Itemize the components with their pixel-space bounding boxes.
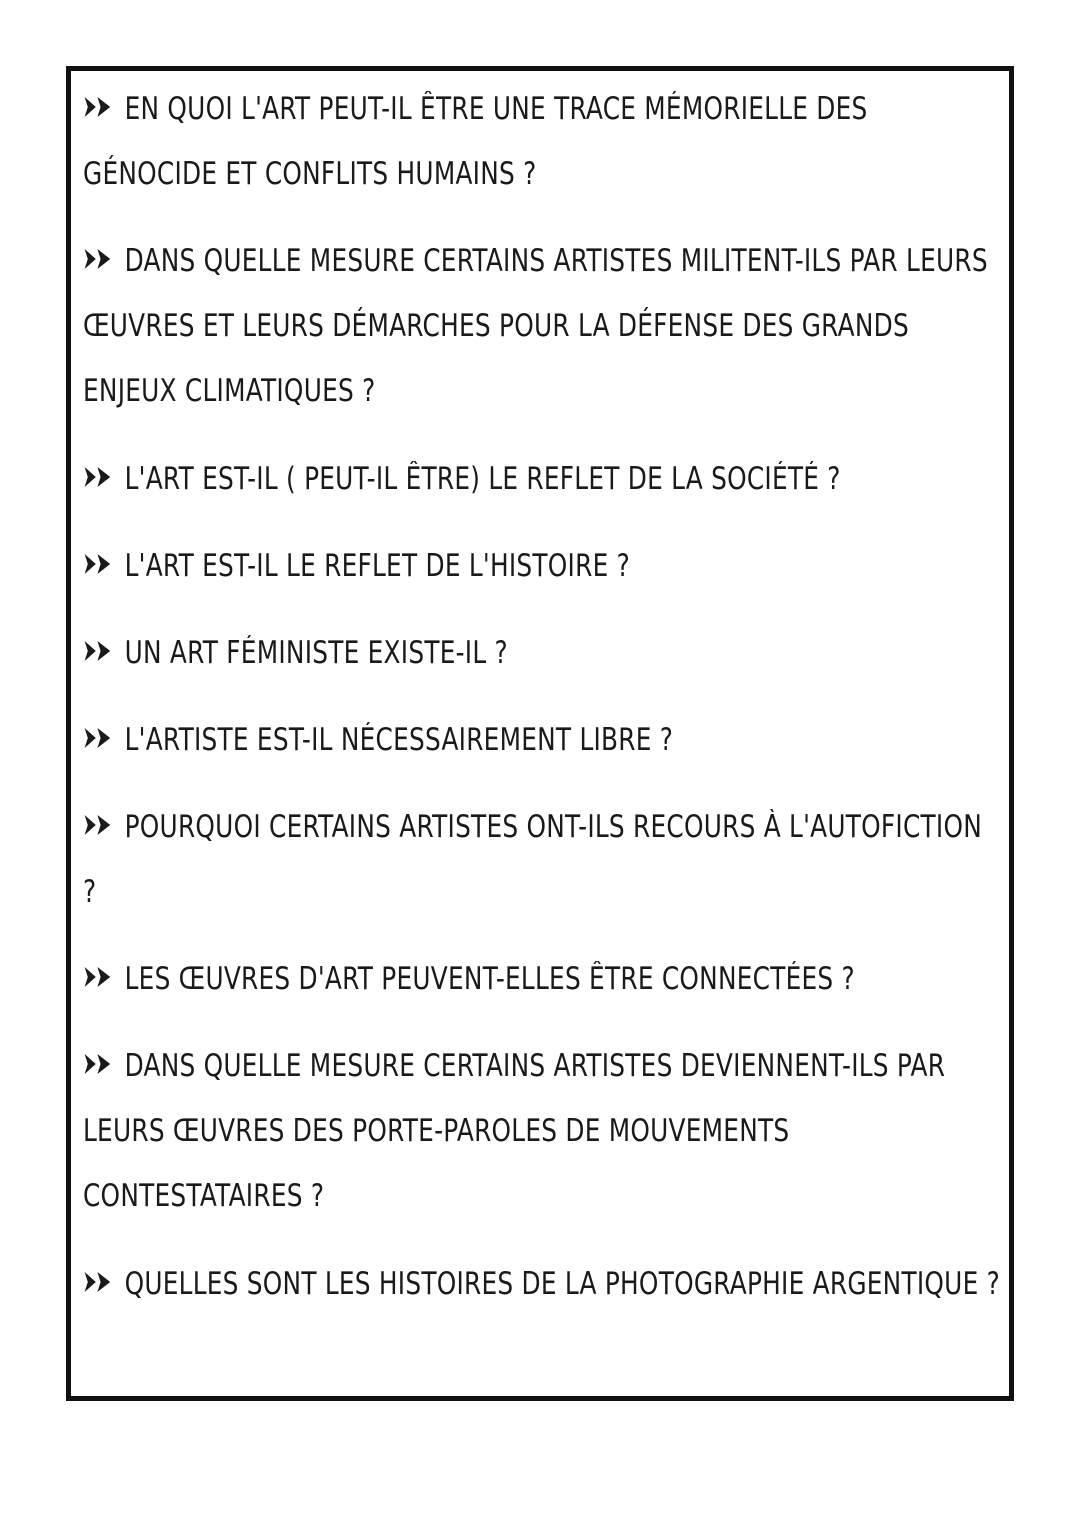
question-text: QUELLES SONT LES HISTOIRES DE LA PHOTOGRAPHIE ARGENTIQUE ?: [124, 1266, 1001, 1302]
double-chevron-right-icon: [83, 963, 115, 991]
question-text: EN QUOI L'ART PEUT-IL ÊTRE UNE TRACE MÉMORIELLE DES GÉNOCIDE ET CONFLITS HUMAINS ?: [83, 91, 868, 192]
questions-box: [66, 66, 1014, 1401]
question-text: UN ART FÉMINISTE EXISTE-IL ?: [124, 635, 508, 671]
question-text: L'ARTISTE EST-IL NÉCESSAIREMENT LIBRE ?: [124, 722, 674, 758]
double-chevron-right-icon: [83, 1050, 115, 1078]
double-chevron-right-icon: [83, 463, 115, 491]
question-item: [83, 1034, 1003, 1229]
question-item: [83, 447, 1003, 512]
question-item: [83, 621, 1003, 686]
question-text: POURQUOI CERTAINS ARTISTES ONT-ILS RECOURS À L'AUTOFICTION ?: [83, 809, 983, 910]
double-chevron-right-icon: [83, 245, 115, 273]
question-item: [83, 77, 1003, 207]
question-item: [83, 795, 1003, 925]
question-item: [83, 708, 1003, 773]
question-item: [83, 229, 1003, 424]
question-text: L'ART EST-IL LE REFLET DE L'HISTOIRE ?: [124, 548, 630, 584]
double-chevron-right-icon: [83, 724, 115, 752]
question-text: LES ŒUVRES D'ART PEUVENT-ELLES ÊTRE CONNECTÉES ?: [124, 961, 855, 997]
double-chevron-right-icon: [83, 93, 115, 121]
question-text: L'ART EST-IL ( PEUT-IL ÊTRE) LE REFLET DE LA SOCIÉTÉ ?: [124, 461, 841, 497]
double-chevron-right-icon: [83, 1268, 115, 1296]
question-text: DANS QUELLE MESURE CERTAINS ARTISTES DEVIENNENT-ILS PAR LEURS ŒUVRES DES PORTE-PAROLES DE MOUVEMENTS CONTESTATAIRES ?: [83, 1048, 946, 1214]
question-text: DANS QUELLE MESURE CERTAINS ARTISTES MILITENT-ILS PAR LEURS ŒUVRES ET LEURS DÉMARCHES POUR LA DÉFENSE DES GRANDS ENJEUX CLIMATIQUES ?: [83, 243, 988, 409]
double-chevron-right-icon: [83, 550, 115, 578]
question-item: [83, 534, 1003, 599]
question-item: [83, 1252, 1003, 1317]
question-item: [83, 947, 1003, 1012]
double-chevron-right-icon: [83, 811, 115, 839]
double-chevron-right-icon: [83, 637, 115, 665]
